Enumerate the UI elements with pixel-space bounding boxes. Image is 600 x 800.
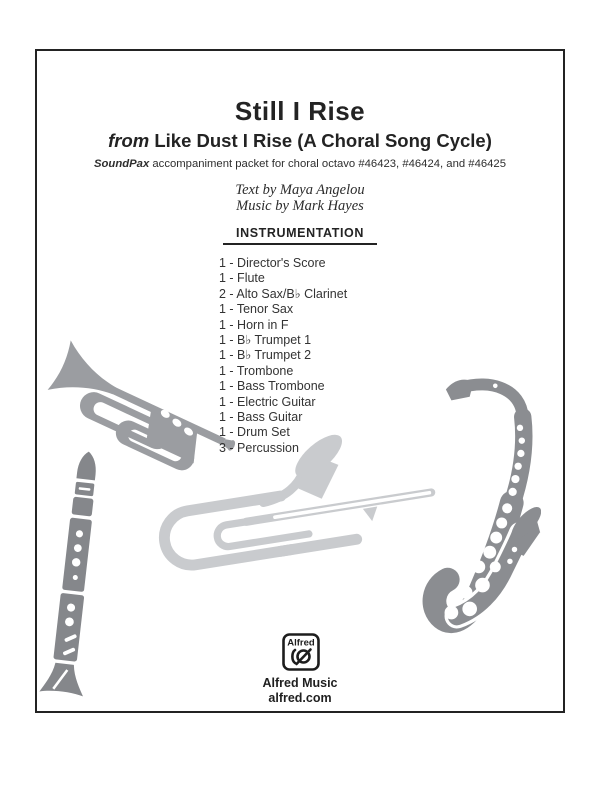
text-credit: Text by Maya Angelou xyxy=(235,182,365,198)
subtitle-main: Like Dust I Rise (A Choral Song Cycle) xyxy=(154,130,492,151)
instrumentation-list xyxy=(219,256,347,456)
instrumentation-item: 1 - Tenor Sax xyxy=(219,302,294,317)
instrumentation-item: 1 - Electric Guitar xyxy=(219,394,316,409)
instrumentation-item: 1 - Horn in F xyxy=(219,317,289,332)
instrumentation-heading: INSTRUMENTATION xyxy=(236,226,364,240)
instrumentation-item: 1 - Flute xyxy=(219,271,265,286)
instrumentation-item: 1 - B♭ Trumpet 1 xyxy=(219,333,312,348)
subtitle-from-word: from xyxy=(108,130,150,151)
instrumentation-item: 1 - B♭ Trumpet 2 xyxy=(219,348,312,363)
packet-description-text: accompaniment packet for choral octavo #46423, #46424, and #46425 xyxy=(152,158,506,170)
alfred-logo-icon xyxy=(282,633,320,671)
instrumentation-item: 2 - Alto Sax/B♭ Clarinet xyxy=(219,286,348,301)
instrumentation-item: 1 - Drum Set xyxy=(219,425,290,440)
instrumentation-item: 1 - Bass Guitar xyxy=(219,410,303,425)
music-credit: Music by Mark Hayes xyxy=(236,197,364,214)
soundpax-brand: SoundPax xyxy=(94,158,150,170)
page-title: Still I Rise xyxy=(234,96,366,126)
alfred-logo-text: Alfred xyxy=(287,637,315,649)
tenor-saxophone-image xyxy=(413,373,541,652)
publisher-website: alfred.com xyxy=(268,691,332,705)
packet-description xyxy=(0,158,600,170)
instrumentation-item: 3 - Percussion xyxy=(219,440,299,455)
instrumentation-item: 1 - Trombone xyxy=(219,363,294,378)
instrumentation-item: 1 - Bass Trombone xyxy=(219,379,325,394)
instrumentation-underline xyxy=(223,243,377,245)
instrumentation-item: 1 - Director's Score xyxy=(219,256,326,270)
publisher-name: Alfred Music xyxy=(262,676,338,690)
page-subtitle xyxy=(0,130,600,152)
credits xyxy=(0,183,600,214)
